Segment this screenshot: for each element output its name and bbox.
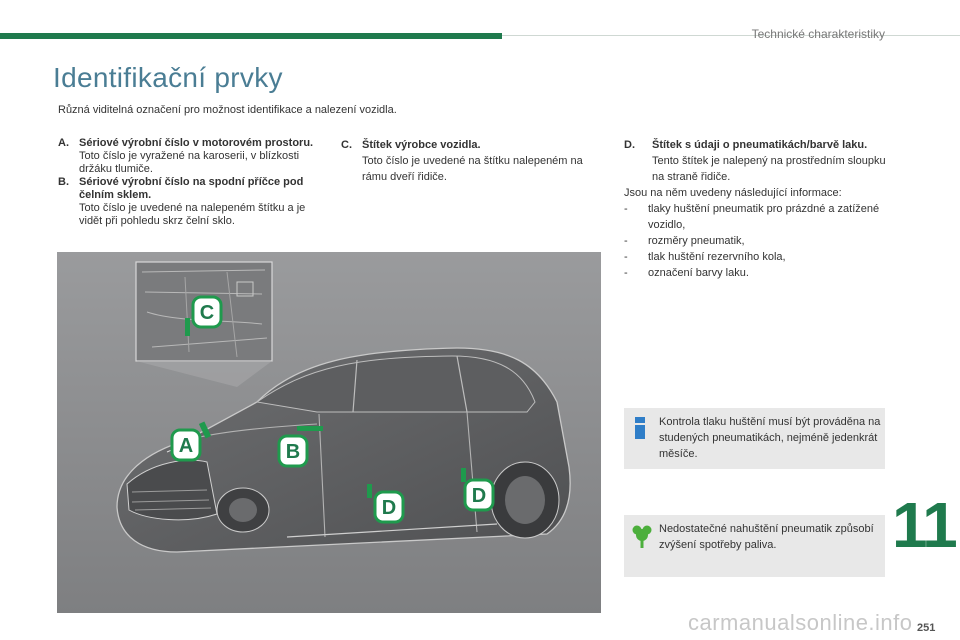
list-text: označení barvy laku. (648, 267, 749, 279)
column-ab (58, 137, 320, 228)
entry-letter: B. (58, 176, 69, 188)
label-marker-c (185, 318, 190, 336)
page-title: Identifikační prvky (53, 62, 283, 93)
entry-b (58, 176, 320, 228)
entry-text: Toto číslo je vyražené na karoserii, v blízkosti držáku tlumiče. (79, 150, 300, 175)
info-icon (632, 416, 648, 445)
info-intro: Jsou na něm uvedeny následující informace: (624, 187, 842, 199)
entry-title: Štítek výrobce vozidla. (362, 139, 481, 151)
entry-title: Sériové výrobní číslo v motorovém prostoru. (79, 137, 314, 149)
callout-label: D (381, 497, 397, 519)
list-text: rozměry pneumatik, (648, 235, 745, 247)
callout-label: D (471, 485, 487, 507)
tip-box-text: Nedostatečné nahuštění pneumatik způsobí zvýšení spotřeby paliva. (659, 523, 874, 551)
list-item (624, 201, 892, 233)
label-marker-d2 (461, 468, 466, 482)
header-accent-bar (0, 33, 502, 39)
list-item (624, 233, 892, 249)
header-rule (502, 35, 960, 36)
chapter-number: 11 (892, 489, 956, 561)
label-marker-d1 (367, 484, 372, 498)
callout-label: A (178, 435, 194, 457)
tip-box (624, 515, 885, 577)
list-dash: - (624, 203, 628, 215)
callout-d-left (375, 492, 403, 522)
watermark: carmanualsonline.info (688, 610, 913, 635)
callout-label: B (285, 441, 301, 463)
list-item (624, 265, 892, 281)
page-number: 251 (917, 622, 936, 634)
list-dash: - (624, 235, 628, 247)
list-text: tlaky huštění pneumatik pro prázdné a zatížené vozidlo, (648, 203, 880, 231)
section-title: Technické charakteristiky (751, 27, 885, 41)
entry-a (58, 137, 320, 176)
page-subtitle: Různá viditelná označení pro možnost identifikace a nalezení vozidla. (58, 104, 397, 116)
entry-text: Tento štítek je nalepený na prostředním sloupku na straně řidiče. (652, 155, 886, 183)
entry-title: Sériové výrobní číslo na spodní příčce pod čelním sklem. (79, 176, 304, 201)
list-item (624, 249, 892, 265)
entry-text: Toto číslo je uvedené na štítku nalepeném na rámu dveří řidiče. (362, 155, 583, 183)
column-c (341, 137, 603, 185)
vehicle-illustration (57, 252, 601, 613)
entry-c (341, 137, 603, 185)
entry-text: Toto číslo je uvedené na nalepeném štítku a je vidět při pohledu skrz čelní sklo. (79, 202, 306, 227)
eco-leaf-icon (632, 523, 652, 554)
list-dash: - (624, 267, 628, 279)
info-box-text: Kontrola tlaku huštění musí být prováděna na studených pneumatikách, nejméně jedenkrát měsíče. (659, 416, 881, 460)
entry-letter: A. (58, 137, 69, 149)
list-dash: - (624, 251, 628, 263)
label-marker-b (297, 426, 323, 431)
entry-letter: C. (341, 139, 352, 151)
callout-d-right (465, 480, 493, 510)
entry-d (624, 137, 892, 185)
column-d (624, 137, 892, 281)
callout-c (193, 297, 221, 327)
callout-b (279, 436, 307, 466)
entry-title: Štítek s údaji o pneumatikách/barvě laku. (652, 139, 868, 151)
callout-label: C (199, 302, 215, 324)
info-list (624, 201, 892, 281)
list-text: tlak huštění rezervního kola, (648, 251, 786, 263)
info-box (624, 408, 885, 469)
entry-letter: D. (624, 139, 635, 151)
callout-a (172, 430, 200, 460)
